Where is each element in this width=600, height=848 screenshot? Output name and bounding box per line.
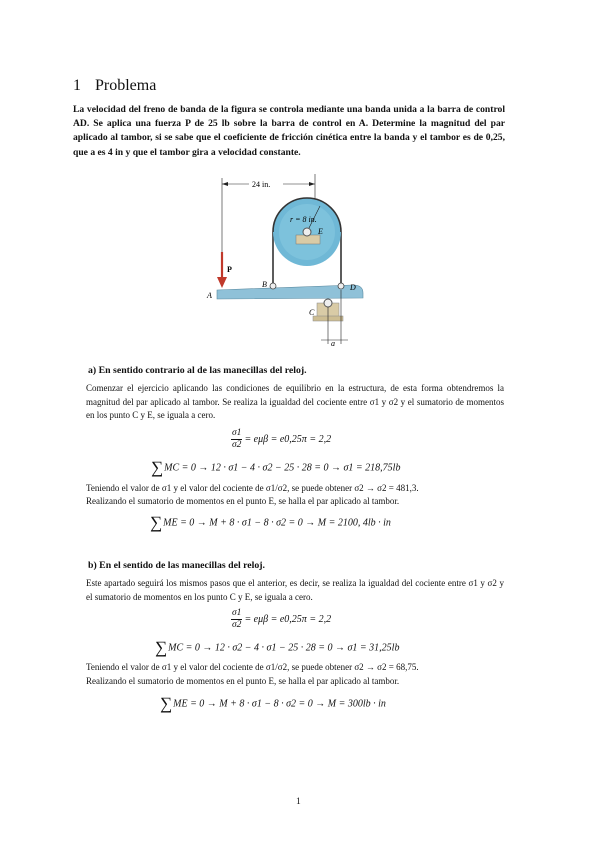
label-c: C — [309, 308, 315, 317]
part-b-eq-mc: ∑MC = 0 → 12 · σ2 − 4 · σ1 − 25 · 28 = 0 → σ1 = 31,25lb — [155, 638, 400, 657]
part-a-intro: Comenzar el ejercicio aplicando las condiciones de equilibrio en la estructura, de esta forma obtendremos la magnitud del par aplicado al tambor. Se realiza la igualdad del cociente entre σ1 y σ2 y el sumatorio de momentos en los punto C y E, se iguala a cero. — [86, 383, 504, 421]
ratio-num: σ1 — [232, 428, 242, 438]
section-number: 1 — [73, 77, 81, 94]
dim-arrow-right — [309, 182, 315, 186]
part-b-intro: Este apartado seguirá los mismos pasos que el anterior, es decir, se realiza la igualdad del cociente entre σ1 y σ2 y el sumatorio de momentos en los punto C y E, se iguala a cero. — [86, 578, 504, 602]
label-e: E — [318, 227, 323, 236]
part-a-heading: a) En sentido contrario al de las manecillas del reloj. — [88, 365, 307, 376]
force-p-arrowhead — [217, 277, 227, 288]
part-b-eq-ratio — [231, 608, 331, 631]
label-p: P — [227, 265, 232, 274]
radius-label: r = 8 in. — [290, 215, 317, 224]
pin-b — [270, 283, 276, 289]
part-b-result: Teniendo el valor de σ1 y el valor del cociente de σ1/σ2, se puede obtener σ2 → σ2 = 68,75. — [86, 662, 419, 672]
label-d: D — [350, 283, 356, 292]
pin-d — [338, 283, 344, 289]
ratio-den: σ2 — [232, 620, 242, 630]
part-a-result: Teniendo el valor de σ1 y el valor del cociente de σ1/σ2, se puede obtener σ2 → σ2 = 481,3. — [86, 483, 419, 493]
label-a-point: A — [207, 291, 212, 300]
label-a-dim: a — [331, 339, 335, 348]
ratio-num: σ1 — [232, 608, 242, 618]
eq-mc-text: MC = 0 → 12 · σ2 − 4 · σ1 − 25 · 28 = 0 → σ1 = 31,25lb — [168, 642, 400, 654]
part-a-eq-me: ∑ME = 0 → M + 8 · σ1 − 8 · σ2 = 0 → M = 2100, 4lb · in — [150, 513, 391, 532]
pin-c — [324, 299, 332, 307]
page-number: 1 — [296, 797, 301, 807]
ratio-rhs: = eμβ = e0,25π = 2,2 — [244, 613, 332, 625]
part-a-realizing: Realizando el sumatorio de momentos en el punto E, se halla el par aplicado al tambor. — [86, 496, 400, 506]
part-b-realizing: Realizando el sumatorio de momentos en el punto E, se halla el par aplicado al tambor. — [86, 676, 400, 686]
part-b-heading: b) En el sentido de las manecillas del reloj. — [88, 560, 265, 571]
part-a-eq-mc: ∑MC = 0 → 12 · σ1 − 4 · σ2 − 25 · 28 = 0 → σ1 = 218,75lb — [151, 458, 401, 477]
section-heading — [73, 77, 156, 95]
eq-me-text: ME = 0 → M + 8 · σ1 − 8 · σ2 = 0 → M = 2100, 4lb · in — [163, 517, 391, 529]
dim-24-label: 24 in. — [252, 180, 271, 189]
ratio-den: σ2 — [232, 440, 242, 450]
section-title: Problema — [95, 77, 157, 94]
eq-mc-text: MC = 0 → 12 · σ1 − 4 · σ2 − 25 · 28 = 0 → σ1 = 218,75lb — [164, 462, 401, 474]
part-a-eq-ratio — [231, 428, 331, 451]
dim-arrow-left — [222, 182, 228, 186]
problem-statement: La velocidad del freno de banda de la figura se controla mediante una banda unida a la barra de control AD. Se aplica una fuerza P de 25 lb sobre la barra de control en A. Determine la magnitud del par aplicado al tambor, si se sabe que el coeficiente de fricción cinética entre la banda y el tambor es de 0,25, que a es 4 in y que el tambor gira a velocidad constante. — [73, 104, 505, 158]
part-b-eq-me: ∑ME = 0 → M + 8 · σ1 − 8 · σ2 = 0 → M = 300lb · in — [160, 694, 386, 713]
eq-me-text: ME = 0 → M + 8 · σ1 − 8 · σ2 = 0 → M = 300lb · in — [173, 698, 386, 710]
label-b: B — [262, 280, 267, 289]
band-brake-figure — [205, 172, 380, 352]
drum-pin — [303, 228, 311, 236]
ratio-rhs: = eμβ = e0,25π = 2,2 — [244, 433, 332, 445]
